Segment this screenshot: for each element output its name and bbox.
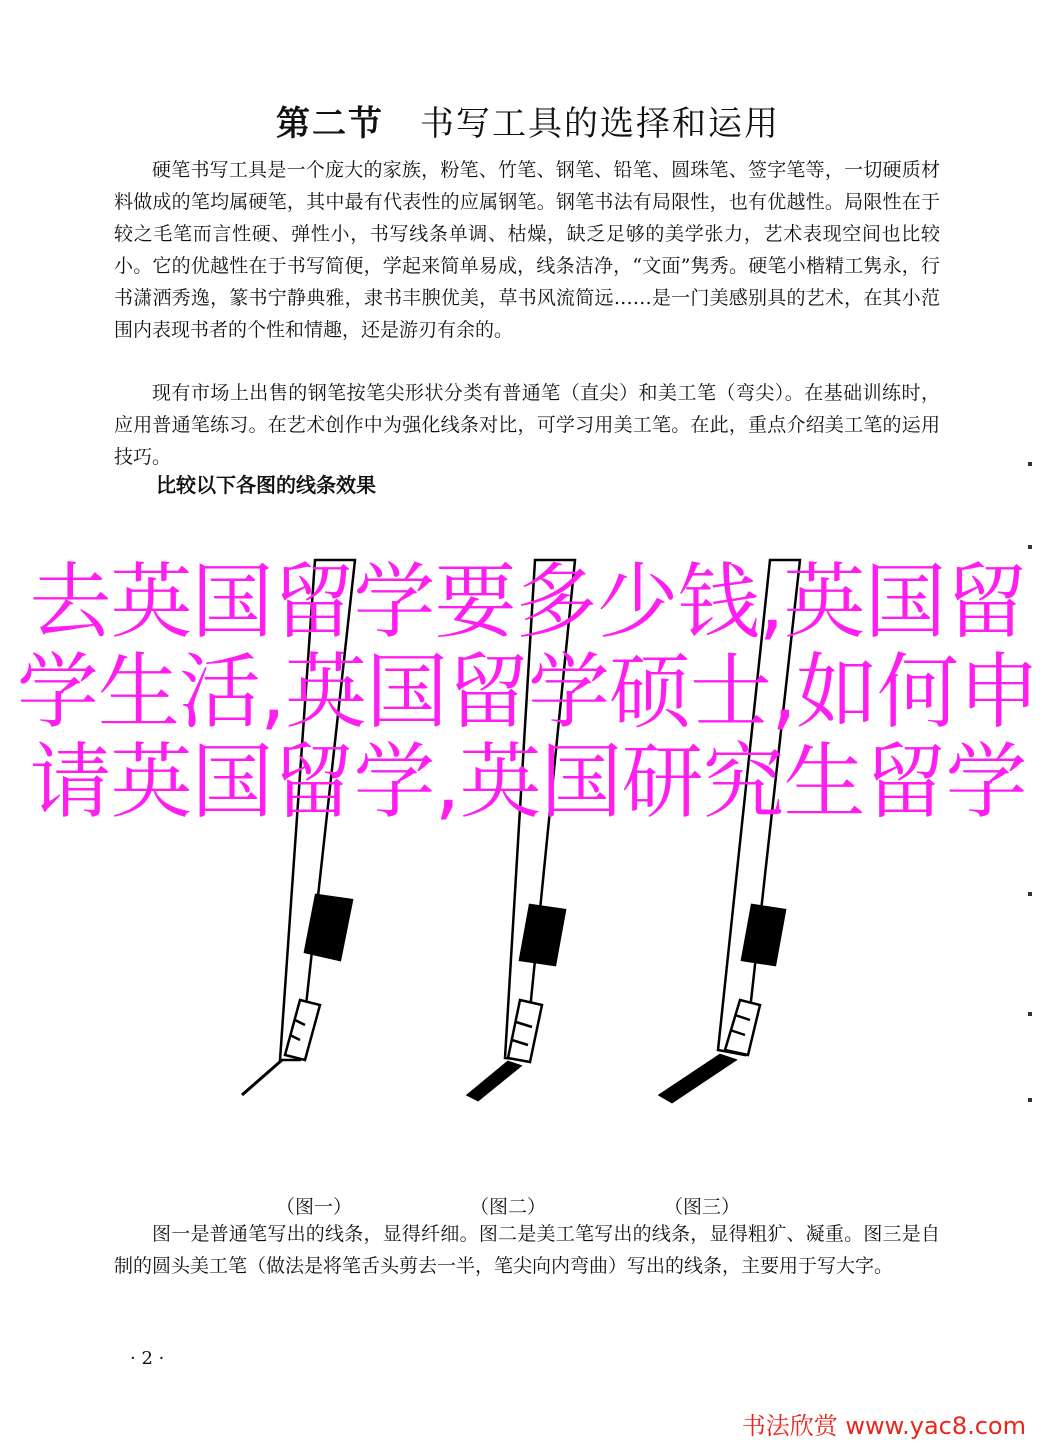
section-title: 书写工具的选择和运用 [420, 104, 780, 144]
paragraph-1: 硬笔书写工具是一个庞大的家族，粉笔、竹笔、钢笔、铅笔、圆珠笔、签字笔等，一切硬质材料做成的笔均属硬笔，其中最有代表性的应属钢笔。钢笔书法有局限性，也有优越性。局限性在于较之毛笔而言性硬、弹性小，书写线条单调、枯燥，缺乏足够的美学张力，艺术表现空间也比较小。它的优越性在于书写简便，学起来简单易成，线条洁净，“文面”隽秀。硬笔小楷精工隽永，行书潇洒秀逸，篆书宁静典雅，隶书丰腴优美，草书风流简远……是一门美感别具的艺术，在其小范围内表现书者的个性和情趣，还是游刃有余的。 [114, 159, 940, 341]
figure-caption: 图一是普通笔写出的线条，显得纤细。图二是美工笔写出的线条，显得粗犷、凝重。图三是自制的圆头美工笔（做法是将笔舌头剪去一半，笔尖向内弯曲）写出的线条，主要用于写大字。 [114, 1223, 940, 1277]
paragraph-2: 现有市场上出售的钢笔按笔尖形状分类有普通笔（直尖）和美工笔（弯尖）。在基础训练时，应用普通笔练习。在艺术创作中为强化线条对比，可学习用美工笔。在此，重点介绍美工笔的运用技巧。 [114, 382, 940, 468]
figure-label-1: （图一） [276, 1196, 353, 1218]
subheading: 比较以下各图的线条效果 [156, 473, 376, 497]
section-number: 第二节 [276, 104, 384, 144]
figure-label-2: （图二） [470, 1196, 547, 1218]
page-number: · 2 · [130, 1348, 165, 1369]
site-watermark: 书法欣赏 www.yac8.com [741, 1412, 1026, 1440]
pink-overlay-headline: 去英国留学要多少钱,英国留学生活,英国留学硕士,如何申请英国留学,英国研究生留学 [16, 555, 1040, 830]
figure-label-3: （图三） [664, 1196, 741, 1218]
